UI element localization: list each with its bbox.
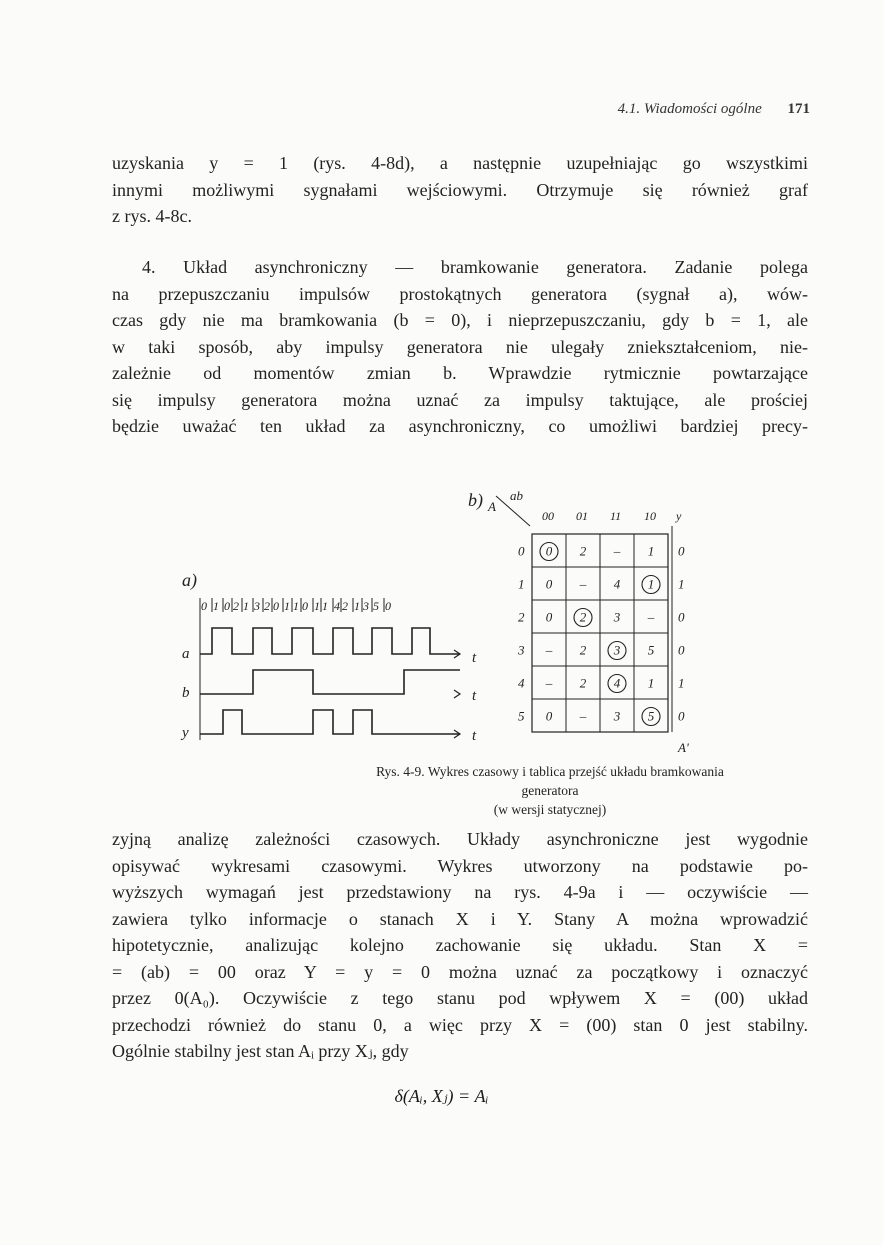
- row-output: 1: [678, 675, 685, 691]
- table-cell: –: [613, 543, 621, 559]
- text-line: na przepuszczaniu impulsów prostokątnych generatora (sygnał a), wów-: [112, 283, 808, 304]
- time-axis-label-y: t: [472, 728, 477, 744]
- table-cell: 4: [613, 576, 621, 592]
- state-number: 0: [224, 599, 230, 613]
- table-cell: 1: [647, 576, 655, 592]
- state-number: 1: [213, 599, 219, 613]
- state-number: 0: [302, 599, 308, 613]
- text-line: zależnie od momentów zmian b. Wprawdzie rytmicznie powtarzające: [112, 363, 808, 383]
- table-cell: –: [579, 576, 587, 592]
- state-number: 3: [363, 599, 369, 613]
- table-cell: 0: [545, 609, 553, 625]
- state-number: 2: [264, 599, 270, 613]
- table-cell: 1: [647, 675, 655, 691]
- table-cell: 2: [579, 642, 587, 658]
- paragraph-3: [112, 826, 808, 1065]
- caption-line: (w wersji statycznej): [493, 802, 607, 817]
- state-number: 0: [201, 599, 207, 613]
- transition-table: [517, 509, 685, 732]
- row-state: 4: [518, 675, 525, 691]
- text-line: przez 0(A₀). Oczywiście z tego stanu pod wpływem X = (00) układ: [112, 988, 808, 1008]
- equation: δ(Aᵢ, Xⱼ) = Aᵢ: [394, 1086, 489, 1106]
- table-cell: –: [545, 642, 553, 658]
- table-cell: 3: [613, 642, 621, 658]
- state-number: 1: [354, 599, 360, 613]
- state-number: 1: [322, 599, 328, 613]
- time-arrow: [454, 690, 460, 698]
- state-number: 4: [334, 599, 340, 613]
- table-cell: 5: [647, 642, 655, 658]
- text-line: zyjną analizę zależności czasowych. Układy asynchroniczne jest wygodnie: [112, 829, 808, 849]
- timing-label: a): [182, 570, 197, 590]
- text-line: = (ab) = 00 oraz Y = y = 0 można uznać za początkowy i oznaczyć: [112, 961, 808, 982]
- column-header: 10: [644, 509, 656, 523]
- column-header: 01: [576, 509, 588, 523]
- text-line: z rys. 4-8c.: [112, 206, 192, 226]
- table-cell: 2: [579, 543, 587, 559]
- table-cell: –: [579, 708, 587, 724]
- table-cell: 5: [647, 708, 655, 724]
- row-state: 0: [518, 543, 525, 559]
- timing-diagram: [200, 598, 460, 740]
- text-line: zawiera tylko informacje o stanach X i Y. Stany A można wprowadzić: [112, 908, 808, 929]
- signal-b-waveform: [200, 670, 460, 694]
- table-cell: 0: [545, 543, 553, 559]
- time-axis-label-a: t: [472, 650, 477, 666]
- state-number: 5: [373, 599, 379, 613]
- table-cell: 3: [613, 609, 621, 625]
- text-line: innymi możliwymi sygnałami wejściowymi. Otrzymuje się również graf: [112, 179, 808, 200]
- text-line: 4. Układ asynchroniczny — bramkowanie generatora. Zadanie polega: [142, 257, 808, 277]
- table-cell: 0: [545, 576, 553, 592]
- signal-label-a: a: [182, 646, 190, 662]
- row-state: 1: [518, 576, 525, 592]
- signal-label-b: b: [182, 685, 190, 701]
- table-label: b): [468, 490, 483, 510]
- table-cell: 4: [613, 675, 621, 691]
- signal-label-y: y: [182, 725, 189, 741]
- column-header: 11: [610, 509, 622, 523]
- table-footer: A': [678, 740, 689, 755]
- text-line: Ogólnie stabilny jest stan Aᵢ przy Xⱼ, gdy: [112, 1041, 409, 1061]
- text-line: będzie uważać ten układ za asynchroniczny, co umożliwi bardziej precy-: [112, 416, 808, 436]
- state-number: 3: [254, 599, 260, 613]
- table-cell: 1: [647, 543, 655, 559]
- text-line: w taki sposób, aby impulsy generatora nie ulegały zniekształceniom, nie-: [112, 336, 808, 357]
- state-number: 1: [284, 599, 290, 613]
- signal-y-waveform: [200, 710, 460, 734]
- state-number: 0: [385, 599, 391, 613]
- state-number: 1: [293, 599, 299, 613]
- signal-a-waveform: [200, 628, 460, 654]
- table-cell: –: [545, 675, 553, 691]
- row-output: 0: [678, 543, 685, 559]
- row-output: 0: [678, 609, 685, 625]
- row-state: 5: [518, 708, 525, 724]
- section-title: 4.1. Wiadomości ogólne: [617, 101, 762, 117]
- corner-input: ab: [510, 488, 523, 503]
- text-line: opisywać wykresami czasowymi. Wykres utworzony na podstawie po-: [112, 855, 808, 876]
- text-line: się impulsy generatora można uznać za impulsy taktujące, ale prościej: [112, 389, 808, 410]
- table-cell: 2: [579, 675, 587, 691]
- text-line: przechodzi również do stanu 0, a więc przy X = (00) stan 0 jest stabilny.: [112, 1014, 808, 1035]
- row-state: 3: [518, 642, 525, 658]
- page-number: 171: [787, 101, 810, 117]
- table-cell: 0: [545, 708, 553, 724]
- state-number: 1: [314, 599, 320, 613]
- row-output: 0: [678, 642, 685, 658]
- state-number: 2: [233, 599, 239, 613]
- time-axis-label-b: t: [472, 688, 477, 704]
- row-output: 1: [678, 576, 685, 592]
- state-number: 1: [243, 599, 249, 613]
- state-number: 0: [273, 599, 279, 613]
- column-header: 00: [542, 509, 554, 523]
- figure-caption: [360, 762, 740, 819]
- text-line: wyższych wymagań jest przedstawiony na rys. 4-9a i — oczywiście —: [112, 882, 808, 902]
- text-line: czas gdy nie ma bramkowania (b = 0), i nieprzepuszczaniu, gdy b = 1, ale: [112, 310, 808, 330]
- corner-state: A: [488, 499, 496, 514]
- table-cell: 2: [579, 609, 587, 625]
- table-cell: 3: [613, 708, 621, 724]
- row-output: 0: [678, 708, 685, 724]
- text-line: uzyskania y = 1 (rys. 4-8d), a następnie uzupełniając go wszystkimi: [112, 153, 808, 173]
- table-cell: –: [647, 609, 655, 625]
- row-state: 2: [518, 609, 525, 625]
- caption-line: Rys. 4-9. Wykres czasowy i tablica przejść układu bramkowania generatora: [376, 764, 724, 798]
- text-line: hipotetycznie, analizując kolejno zachowanie się układu. Stan X =: [112, 935, 808, 955]
- state-number: 2: [342, 599, 348, 613]
- output-column-header: y: [676, 509, 682, 523]
